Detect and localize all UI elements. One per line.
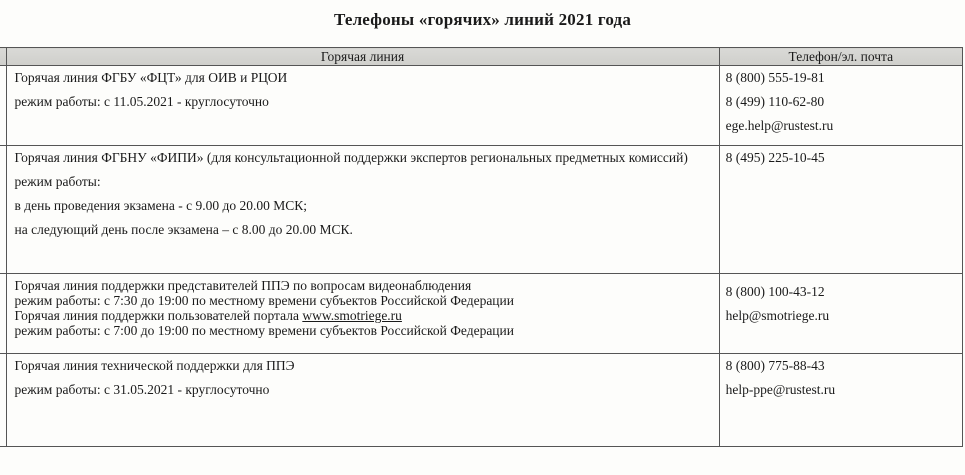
table-header-row bbox=[0, 48, 963, 66]
email-address: ege.help@rustest.ru bbox=[725, 118, 834, 133]
contact-cell bbox=[719, 146, 962, 274]
phone-number: 8 (800) 100-43-12 bbox=[725, 284, 825, 299]
table-row bbox=[0, 146, 963, 274]
header-contact: Телефон/эл. почта bbox=[719, 48, 962, 66]
hotline-cell bbox=[6, 274, 719, 354]
hotline-name: Горячая линия ФГБУ «ФЦТ» для ОИВ и РЦОИ bbox=[14, 70, 288, 85]
working-hours: в день проведения экзамена - с 9.00 до 20.00 МСК; bbox=[14, 198, 307, 213]
header-hotline: Горячая линия bbox=[6, 48, 719, 66]
email-address: help-ppe@rustest.ru bbox=[725, 382, 836, 397]
working-hours: режим работы: с 31.05.2021 - круглосуточно bbox=[14, 382, 270, 397]
hotline-cell bbox=[6, 146, 719, 274]
working-hours: режим работы: с 7:30 до 19:00 по местному времени субъектов Российской Федерации bbox=[14, 293, 514, 308]
hotlines-table bbox=[0, 47, 963, 447]
phone-number: 8 (495) 225-10-45 bbox=[725, 150, 825, 165]
contact-cell bbox=[719, 354, 962, 447]
hotline-cell bbox=[6, 354, 719, 447]
table-row bbox=[0, 274, 963, 354]
phone-number: 8 (800) 775-88-43 bbox=[725, 358, 825, 373]
working-hours-label: режим работы: bbox=[14, 174, 101, 189]
table-row bbox=[0, 66, 963, 146]
hotline-name-line bbox=[15, 308, 719, 323]
portal-link[interactable]: www.smotriege.ru bbox=[302, 308, 402, 323]
contact-cell bbox=[719, 66, 962, 146]
phone-number: 8 (499) 110-62-80 bbox=[725, 94, 825, 109]
working-hours: режим работы: с 11.05.2021 - круглосуточно bbox=[14, 94, 269, 109]
hotline-name: Горячая линия поддержки представителей ППЭ по вопросам видеонаблюдения bbox=[14, 278, 472, 293]
hotline-name: Горячая линия технической поддержки для ППЭ bbox=[14, 358, 295, 373]
email-address: help@smotriege.ru bbox=[725, 308, 830, 323]
hotline-cell bbox=[6, 66, 719, 146]
page-title: Телефоны «горячих» линий 2021 года bbox=[333, 10, 632, 29]
table-row bbox=[0, 354, 963, 447]
hotline-name: Горячая линия поддержки пользователей портала bbox=[14, 308, 299, 323]
phone-number: 8 (800) 555-19-81 bbox=[725, 70, 825, 85]
working-hours: на следующий день после экзамена – с 8.00 до 20.00 МСК. bbox=[14, 222, 353, 237]
contact-cell bbox=[719, 274, 962, 354]
hotline-name: Горячая линия ФГБНУ «ФИПИ» (для консультационной поддержки экспертов региональных предметных комиссий) bbox=[14, 150, 688, 165]
working-hours: режим работы: с 7:00 до 19:00 по местному времени субъектов Российской Федерации bbox=[14, 323, 514, 338]
